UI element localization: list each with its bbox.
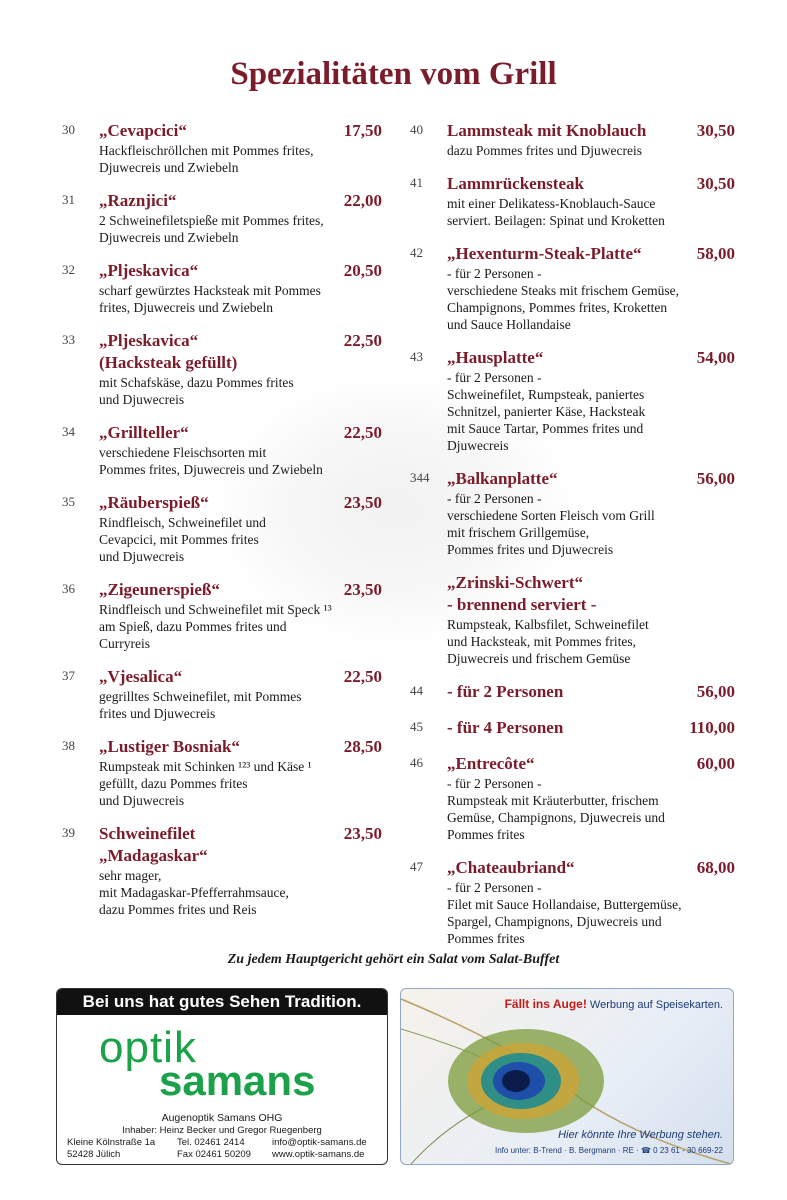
item-price: 30,50 [696, 174, 735, 193]
item-name: „Vjesalica“ [99, 667, 183, 686]
item-description-line: mit frischem Grillgemüse, [447, 525, 590, 540]
item-number: 39 [62, 825, 75, 840]
menu-item [62, 823, 382, 918]
werbung-ad [400, 988, 734, 1165]
item-description-line: und Hacksteak, mit Pommes frites, [447, 634, 636, 649]
item-description-line: und Djuwecreis [99, 793, 185, 808]
item-description-line: sehr mager, [99, 868, 162, 883]
menu-item [410, 173, 735, 229]
item-description-line: - für 2 Personen - [447, 776, 542, 791]
item-price: 28,50 [343, 737, 382, 756]
address-line-1: Kleine Kölnstraße 1a [67, 1137, 156, 1148]
item-description-line: und Djuwecreis [99, 392, 185, 407]
item-description-line: am Spieß, dazu Pommes frites und [99, 619, 287, 634]
item-name: „Lustiger Bosniak“ [99, 737, 240, 756]
item-header [447, 173, 735, 195]
item-header [447, 857, 735, 879]
item-price: 30,50 [696, 121, 735, 140]
item-header [99, 422, 382, 444]
item-name: „Zigeunerspieß“ [99, 580, 220, 599]
item-header [447, 681, 735, 703]
item-price: 23,50 [343, 493, 382, 512]
item-name: „Pljeskavica“ [99, 331, 199, 350]
item-name: „Raznjici“ [99, 191, 177, 210]
item-description-line: - für 2 Personen - [447, 880, 542, 895]
item-price: 23,50 [343, 824, 382, 843]
item-number: 45 [410, 719, 423, 734]
item-description-line: mit Sauce Tartar, Pommes frites und [447, 421, 644, 436]
ad-cta: Hier könnte Ihre Werbung stehen. [558, 1129, 723, 1141]
phone-block [177, 1137, 251, 1161]
address-line-2: 52428 Jülich [67, 1149, 121, 1160]
item-name: - für 4 Personen [447, 718, 564, 737]
item-number: 31 [62, 192, 75, 207]
item-price: 110,00 [689, 718, 735, 737]
item-description-line: frites und Djuwecreis [99, 706, 216, 721]
item-header [447, 753, 735, 775]
item-header [99, 120, 382, 142]
item-price: 68,00 [696, 858, 735, 877]
item-description-line: Gemüse, Champignons, Djuwecreis und [447, 810, 665, 825]
menu-item [62, 330, 382, 408]
item-price: 22,50 [343, 331, 382, 350]
menu-item [410, 468, 735, 558]
item-description-line: Curryreis [99, 636, 150, 651]
item-description-line: serviert. Beilagen: Spinat und Kroketten [447, 213, 665, 228]
item-description-line: gefüllt, dazu Pommes frites [99, 776, 248, 791]
menu-item [410, 681, 735, 703]
item-description-line: Hackfleischröllchen mit Pommes frites, [99, 143, 314, 158]
item-name: „Hausplatte“ [447, 348, 544, 367]
item-number: 37 [62, 668, 75, 683]
item-description-line: Djuwecreis [447, 438, 509, 453]
item-price: 58,00 [696, 244, 735, 263]
item-name: „Hexenturm-Steak-Platte“ [447, 244, 642, 263]
headline-blue: Werbung auf Speisekarten. [589, 999, 723, 1011]
item-header [99, 330, 382, 352]
item-number: 38 [62, 738, 75, 753]
menu-item [410, 857, 735, 947]
item-description-line: - für 2 Personen - [447, 266, 542, 281]
item-description-line: Filet mit Sauce Hollandaise, Buttergemüse, [447, 897, 682, 912]
item-description-line: - für 2 Personen - [447, 491, 542, 506]
menu-item [62, 260, 382, 316]
logo-optik: optik [99, 1023, 197, 1072]
item-description-line: Djuwecreis und Zwiebeln [99, 160, 239, 175]
web-block [272, 1137, 367, 1161]
item-header [99, 823, 382, 845]
item-description-line: Djuwecreis und frischem Gemüse [447, 651, 631, 666]
item-number: 43 [410, 349, 423, 364]
item-number: 344 [410, 470, 430, 485]
website-link[interactable]: www.optik-samans.de [272, 1149, 365, 1160]
item-price: 56,00 [696, 682, 735, 701]
item-subtitle: (Hacksteak gefüllt) [99, 353, 238, 372]
item-description-line: Rindfleisch und Schweinefilet mit Speck ¹³ [99, 602, 332, 617]
item-description-line: scharf gewürztes Hacksteak mit Pommes [99, 283, 321, 298]
menu-item [410, 717, 735, 739]
item-description-line: frites, Djuwecreis und Zwiebeln [99, 300, 273, 315]
item-description-line: Rumpsteak mit Kräuterbutter, frischem [447, 793, 659, 808]
item-description-line: und Djuwecreis [99, 549, 185, 564]
item-description-line: und Sauce Hollandaise [447, 317, 571, 332]
menu-item [410, 120, 735, 159]
ad-headline [505, 997, 723, 1011]
owners: Inhaber: Heinz Becker und Gregor Ruegenberg [122, 1125, 322, 1136]
item-description-line: Pommes frites, Djuwecreis und Zwiebeln [99, 462, 323, 477]
item-name: Lammsteak mit Knoblauch [447, 121, 647, 140]
item-number: 44 [410, 683, 423, 698]
item-header [447, 243, 735, 265]
menu-item [410, 753, 735, 843]
item-header [99, 260, 382, 282]
item-price: 20,50 [343, 261, 382, 280]
item-name: „Cevapcici“ [99, 121, 187, 140]
menu-item [62, 736, 382, 809]
address-block [67, 1137, 155, 1161]
item-subtitle: „Madagaskar“ [99, 846, 208, 865]
item-description-line: Pommes frites [447, 827, 525, 842]
item-description-line: dazu Pommes frites und Djuwecreis [447, 143, 642, 158]
item-description-line: Schweinefilet, Rumpsteak, paniertes [447, 387, 645, 402]
item-description-line: Pommes frites [447, 931, 525, 946]
item-price: 22,50 [343, 423, 382, 442]
item-header [447, 572, 735, 594]
item-name: Lammrückensteak [447, 174, 584, 193]
menu-item [62, 492, 382, 565]
item-description-line: dazu Pommes frites und Reis [99, 902, 257, 917]
item-header [447, 347, 735, 369]
company-name: Augenoptik Samans OHG [161, 1112, 283, 1124]
item-number: 36 [62, 581, 75, 596]
item-price: 23,50 [343, 580, 382, 599]
item-number: 34 [62, 424, 75, 439]
optik-samans-ad [56, 988, 388, 1165]
email-link[interactable]: info@optik-samans.de [272, 1137, 367, 1148]
menu-item [62, 579, 382, 652]
item-header [99, 190, 382, 212]
item-number: 30 [62, 122, 75, 137]
item-name: „Grillteller“ [99, 423, 189, 442]
item-description-line: Rumpsteak, Kalbsfilet, Schweinefilet [447, 617, 649, 632]
item-name: „Zrinski-Schwert“ [447, 573, 583, 592]
item-description-line: Pommes frites und Djuwecreis [447, 542, 614, 557]
item-number: 42 [410, 245, 423, 260]
item-header [447, 468, 735, 490]
menu-item [62, 120, 382, 176]
item-name: „Pljeskavica“ [99, 261, 199, 280]
item-description-line: - für 2 Personen - [447, 370, 542, 385]
ad-banner: Bei uns hat gutes Sehen Tradition. [57, 989, 387, 1015]
headline-red: Fällt ins Auge! [504, 997, 587, 1011]
item-number: 40 [410, 122, 423, 137]
item-header [99, 492, 382, 514]
item-price: 56,00 [696, 469, 735, 488]
page-title: Spezialitäten vom Grill [230, 56, 557, 92]
item-name: „Chateaubriand“ [447, 858, 575, 877]
tel: Tel. 02461 2414 [177, 1137, 245, 1148]
menu-column-left [62, 120, 382, 932]
item-price: 22,50 [343, 667, 382, 686]
item-description-line: mit einer Delikatess-Knoblauch-Sauce [447, 196, 656, 211]
item-description-line: verschiedene Fleischsorten mit [99, 445, 267, 460]
item-number: 33 [62, 332, 75, 347]
menu-item [410, 347, 735, 454]
item-name: - für 2 Personen [447, 682, 564, 701]
item-number: 46 [410, 755, 423, 770]
item-name: „Balkanplatte“ [447, 469, 558, 488]
ad-contact: Info unter: B-Trend · B. Bergmann · RE · ☎ 0 23 61 - 30 669-22 [495, 1146, 723, 1155]
item-header [447, 717, 735, 739]
item-number: 41 [410, 175, 423, 190]
item-description-line: gegrilltes Schweinefilet, mit Pommes [99, 689, 302, 704]
item-header [99, 579, 382, 601]
menu-item [410, 572, 735, 667]
menu-item [62, 666, 382, 722]
item-header [447, 120, 735, 142]
item-description-line: Spargel, Champignons, Djuwecreis und [447, 914, 662, 929]
item-header [99, 736, 382, 758]
item-description-line: 2 Schweinefiletspieße mit Pommes frites, [99, 213, 324, 228]
item-price: 22,00 [343, 191, 382, 210]
menu-item [62, 422, 382, 478]
item-description-line: Cevapcici, mit Pommes frites [99, 532, 259, 547]
item-description-line: mit Madagaskar-Pfefferrahmsauce, [99, 885, 289, 900]
logo-samans: samans [159, 1057, 316, 1104]
salad-buffet-note: Zu jedem Hauptgericht gehört ein Salat vom Salat-Buffet [227, 952, 560, 967]
fax: Fax 02461 50209 [177, 1149, 251, 1160]
menu-column-right [410, 120, 735, 961]
item-price: 54,00 [696, 348, 735, 367]
item-description-line: Champignons, Pommes frites, Kroketten [447, 300, 668, 315]
item-subtitle: - brennend serviert - [447, 595, 597, 614]
item-name: Schweinefilet [99, 824, 196, 843]
item-header [99, 666, 382, 688]
menu-item [62, 190, 382, 246]
item-description-line: verschiedene Steaks mit frischem Gemüse, [447, 283, 680, 298]
item-number: 35 [62, 494, 75, 509]
item-description-line: mit Schafskäse, dazu Pommes frites [99, 375, 294, 390]
item-name: „Entrecôte“ [447, 754, 535, 773]
item-description-line: Schnitzel, panierter Käse, Hacksteak [447, 404, 646, 419]
item-name: „Räuberspieß“ [99, 493, 209, 512]
item-price: 17,50 [343, 121, 382, 140]
item-number: 32 [62, 262, 75, 277]
menu-item [410, 243, 735, 333]
item-description-line: Rindfleisch, Schweinefilet und [99, 515, 266, 530]
item-number: 47 [410, 859, 423, 874]
item-description-line: Rumpsteak mit Schinken ¹²³ und Käse ¹ [99, 759, 312, 774]
item-price: 60,00 [696, 754, 735, 773]
item-description-line: verschiedene Sorten Fleisch vom Grill [447, 508, 655, 523]
item-description-line: Djuwecreis und Zwiebeln [99, 230, 239, 245]
